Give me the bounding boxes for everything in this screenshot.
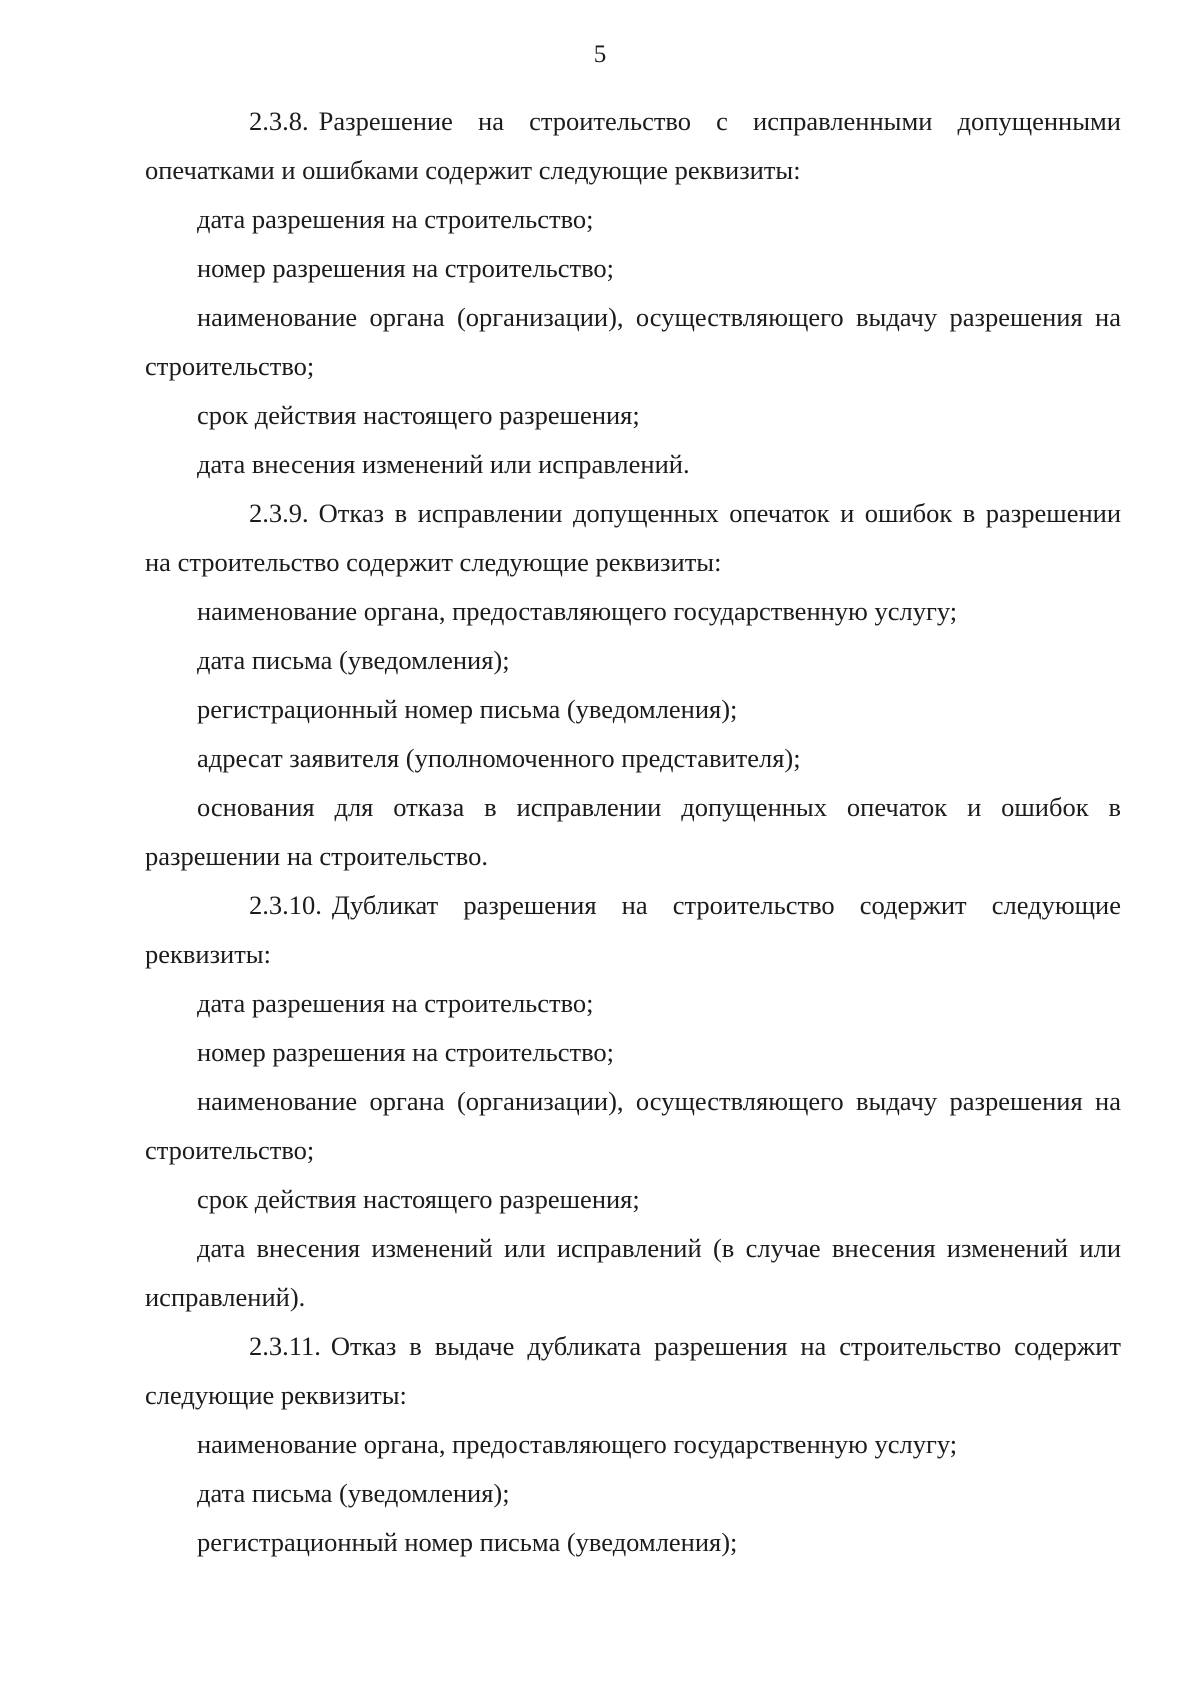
paragraph-text: дата внесения изменений или исправлений. [197, 449, 690, 479]
paragraph-text: Дубликат разрешения на строительство содержит следующие реквизиты: [145, 890, 1121, 969]
list-item [145, 391, 1121, 440]
section-number: 2.3.10. [249, 890, 322, 920]
paragraph-text: основания для отказа в исправлении допущенных опечаток и ошибок в разрешении на строительство. [145, 792, 1121, 871]
document-body [145, 97, 1121, 1567]
paragraph-text: Отказ в выдаче дубликата разрешения на строительство содержит следующие реквизиты: [145, 1331, 1121, 1410]
list-item [145, 293, 1121, 391]
list-item [145, 783, 1121, 881]
list-item [145, 979, 1121, 1028]
paragraph-text: номер разрешения на строительство; [197, 1037, 615, 1067]
list-item [145, 1077, 1121, 1175]
paragraph-text: регистрационный номер письма (уведомления); [197, 1527, 738, 1557]
section-paragraph [145, 881, 1121, 979]
section-paragraph [145, 97, 1121, 195]
paragraph-text: срок действия настоящего разрешения; [197, 400, 640, 430]
list-item [145, 1469, 1121, 1518]
paragraph-text: Отказ в исправлении допущенных опечаток и ошибок в разрешении на строительство содержит следующие реквизиты: [145, 498, 1121, 577]
list-item [145, 1175, 1121, 1224]
paragraph-text: дата письма (уведомления); [197, 645, 510, 675]
list-item [145, 734, 1121, 783]
paragraph-text: дата разрешения на строительство; [197, 204, 594, 234]
paragraph-text: номер разрешения на строительство; [197, 253, 615, 283]
paragraph-text: дата письма (уведомления); [197, 1478, 510, 1508]
section-number: 2.3.11. [249, 1331, 321, 1361]
paragraph-text: дата разрешения на строительство; [197, 988, 594, 1018]
paragraph-text: регистрационный номер письма (уведомления); [197, 694, 738, 724]
list-item [145, 1224, 1121, 1322]
list-item [145, 636, 1121, 685]
paragraph-text: наименование органа (организации), осуществляющего выдачу разрешения на строительство; [145, 1086, 1121, 1165]
list-item [145, 587, 1121, 636]
section-paragraph [145, 1322, 1121, 1420]
list-item [145, 244, 1121, 293]
paragraph-text: дата внесения изменений или исправлений (в случае внесения изменений или исправлений). [145, 1233, 1121, 1312]
page-number: 5 [593, 41, 607, 68]
paragraph-text: наименование органа, предоставляющего государственную услугу; [197, 1429, 958, 1459]
paragraph-text: Разрешение на строительство с исправленными допущенными опечатками и ошибками содержит следующие реквизиты: [145, 106, 1121, 185]
paragraph-text: адресат заявителя (уполномоченного представителя); [197, 743, 801, 773]
list-item [145, 1518, 1121, 1567]
list-item [145, 685, 1121, 734]
list-item [145, 195, 1121, 244]
list-item [145, 1028, 1121, 1077]
list-item [145, 440, 1121, 489]
section-paragraph [145, 489, 1121, 587]
paragraph-text: срок действия настоящего разрешения; [197, 1184, 640, 1214]
list-item [145, 1420, 1121, 1469]
section-number: 2.3.9. [249, 498, 309, 528]
paragraph-text: наименование органа, предоставляющего государственную услугу; [197, 596, 958, 626]
paragraph-text: наименование органа (организации), осуществляющего выдачу разрешения на строительство; [145, 302, 1121, 381]
section-number: 2.3.8. [249, 106, 309, 136]
